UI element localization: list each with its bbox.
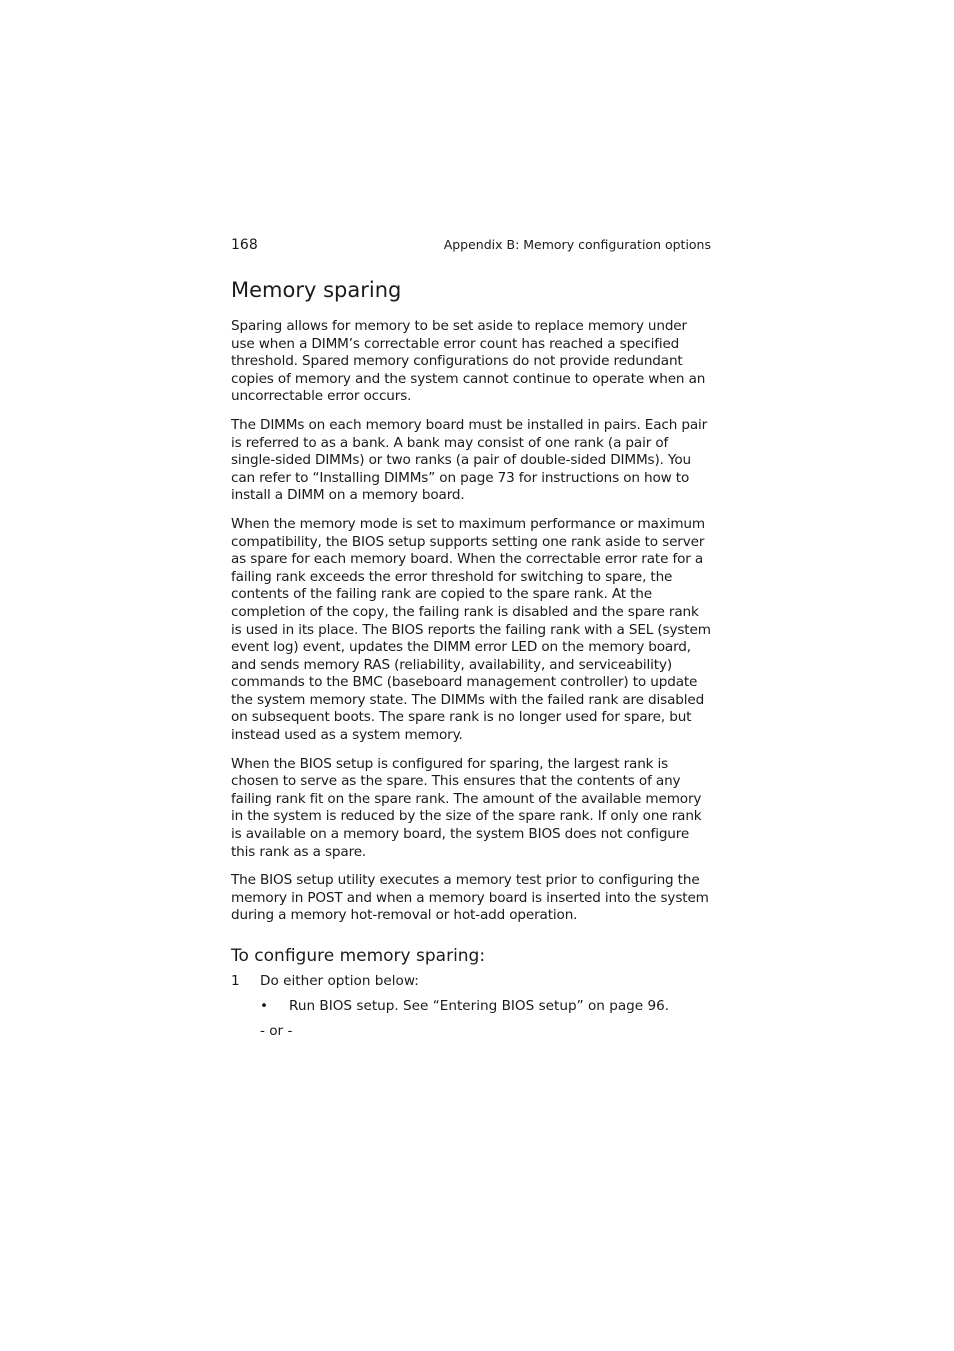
section-body	[231, 318, 711, 1041]
section-title: Memory sparing	[231, 278, 402, 302]
step-text: Do either option below:	[260, 973, 419, 989]
bullet-text: Run BIOS setup. See “Entering BIOS setup” on page 96.	[289, 997, 670, 1014]
procedure-title: To configure memory sparing:	[231, 946, 486, 966]
bullet-item	[260, 998, 711, 1016]
alternative-separator: - or -	[260, 1023, 293, 1040]
step-number: 1	[231, 973, 240, 989]
bullet-icon: •	[260, 997, 269, 1014]
running-head: Appendix B: Memory configuration options	[443, 237, 711, 252]
paragraph-memory-test: The BIOS setup utility executes a memory test prior to configuring the memory in POST and when a memory board is inserted into the system during a memory hot-removal or hot-add operation.	[231, 872, 709, 924]
page-header	[231, 236, 711, 256]
paragraph-spare-rank: When the memory mode is set to maximum performance or maximum compatibility, the BIOS setup supports setting one rank aside to server as spare for each memory board. When the correctable error rate for a failing rank exceeds the error threshold for switching to spare, the contents of the failing rank are copied to the spare rank. At the completion of the copy, the failing rank is disabled and the spare rank is used in its place. The BIOS reports the failing rank with a SEL (system event log) event, updates the DIMM error LED on the memory board, and sends memory RAS (reliability, availability, and serviceability) commands to the BMC (baseboard management controller) to update the system memory state. The DIMMs with the failed rank are disabled on subsequent boots. The spare rank is no longer used for spare, but instead used as a system memory.	[231, 515, 711, 744]
page-number: 168	[231, 237, 258, 253]
procedure-step	[231, 973, 711, 991]
paragraph-sparing-intro: Sparing allows for memory to be set aside to replace memory under use when a DIMM’s correctable error count has reached a specified threshold. Spared memory configurations do not provide redundant copies of memory and the system cannot continue to operate when an uncorrectable error occurs.	[231, 318, 706, 405]
paragraph-dimm-pairs: The DIMMs on each memory board must be installed in pairs. Each pair is referred to as a bank. A bank may consist of one rank (a pair of single-sided DIMMs) or two ranks (a pair of double-sided DIMMs). You can refer to “Installing DIMMs” on page 73 for instructions on how to install a DIMM on a memory board.	[231, 416, 708, 504]
paragraph-largest-rank: When the BIOS setup is configured for sparing, the largest rank is chosen to serve as the spare. This ensures that the contents of any failing rank fit on the spare rank. The amount of the available memory in the system is reduced by the size of the spare rank. If only one rank is available on a memory board, the system BIOS does not configure this rank as a spare.	[231, 755, 702, 860]
